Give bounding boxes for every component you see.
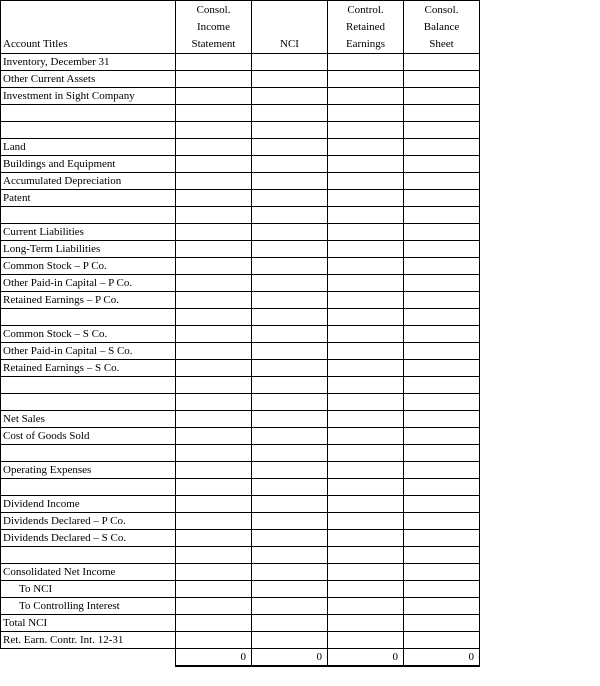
balance-sheet-cell[interactable] bbox=[404, 598, 480, 615]
income-statement-cell[interactable] bbox=[176, 241, 252, 258]
retained-earnings-cell[interactable] bbox=[328, 513, 404, 530]
table-row bbox=[1, 309, 480, 326]
income-statement-cell[interactable] bbox=[176, 513, 252, 530]
table-row bbox=[1, 326, 480, 343]
retained-earnings-cell[interactable] bbox=[328, 479, 404, 496]
account-title-cell: Dividends Declared – S Co. bbox=[1, 530, 176, 547]
income-statement-cell[interactable] bbox=[176, 326, 252, 343]
retained-earnings-cell[interactable] bbox=[328, 54, 404, 71]
account-title-cell: Consolidated Net Income bbox=[1, 564, 176, 581]
income-statement-cell[interactable] bbox=[176, 122, 252, 139]
nci-cell[interactable] bbox=[252, 377, 328, 394]
total-income-statement: 0 bbox=[176, 649, 252, 667]
table-row bbox=[1, 394, 480, 411]
balance-sheet-cell[interactable] bbox=[404, 360, 480, 377]
account-title-cell: Ret. Earn. Contr. Int. 12-31 bbox=[1, 632, 176, 649]
income-statement-cell[interactable] bbox=[176, 445, 252, 462]
income-statement-cell[interactable] bbox=[176, 479, 252, 496]
header-nci: NCI bbox=[252, 1, 328, 54]
nci-cell[interactable] bbox=[252, 258, 328, 275]
balance-sheet-cell[interactable] bbox=[404, 105, 480, 122]
balance-sheet-cell[interactable] bbox=[404, 54, 480, 71]
retained-earnings-cell[interactable] bbox=[328, 258, 404, 275]
nci-cell[interactable] bbox=[252, 173, 328, 190]
income-statement-cell[interactable] bbox=[176, 496, 252, 513]
balance-sheet-cell[interactable] bbox=[404, 122, 480, 139]
balance-sheet-cell[interactable] bbox=[404, 632, 480, 649]
retained-earnings-cell[interactable] bbox=[328, 377, 404, 394]
account-title-cell: Dividends Declared – P Co. bbox=[1, 513, 176, 530]
table-row bbox=[1, 88, 480, 105]
total-nci: 0 bbox=[252, 649, 328, 667]
table-row bbox=[1, 207, 480, 224]
table-row bbox=[1, 462, 480, 479]
account-title-cell: Land bbox=[1, 139, 176, 156]
income-statement-cell[interactable] bbox=[176, 173, 252, 190]
totals-row bbox=[1, 649, 480, 667]
income-statement-cell[interactable] bbox=[176, 139, 252, 156]
nci-cell[interactable] bbox=[252, 224, 328, 241]
table-row bbox=[1, 343, 480, 360]
income-statement-cell[interactable] bbox=[176, 360, 252, 377]
balance-sheet-cell[interactable] bbox=[404, 207, 480, 224]
nci-cell[interactable] bbox=[252, 122, 328, 139]
balance-sheet-cell[interactable] bbox=[404, 292, 480, 309]
retained-earnings-cell[interactable] bbox=[328, 173, 404, 190]
nci-cell[interactable] bbox=[252, 496, 328, 513]
account-title-cell bbox=[1, 207, 176, 224]
income-statement-cell[interactable] bbox=[176, 547, 252, 564]
account-title-cell bbox=[1, 394, 176, 411]
nci-cell[interactable] bbox=[252, 394, 328, 411]
retained-earnings-cell[interactable] bbox=[328, 496, 404, 513]
total-balance-sheet: 0 bbox=[404, 649, 480, 667]
retained-earnings-cell[interactable] bbox=[328, 632, 404, 649]
totals-label-cell bbox=[1, 649, 176, 667]
table-row bbox=[1, 54, 480, 71]
header-account-titles: Account Titles bbox=[1, 1, 176, 54]
retained-earnings-cell[interactable] bbox=[328, 292, 404, 309]
table-row bbox=[1, 173, 480, 190]
income-statement-cell[interactable] bbox=[176, 462, 252, 479]
account-title-cell: To NCI bbox=[1, 581, 176, 598]
retained-earnings-cell[interactable] bbox=[328, 326, 404, 343]
balance-sheet-cell[interactable] bbox=[404, 241, 480, 258]
header-row bbox=[1, 1, 480, 54]
header-consol-income-statement: Consol. Income Statement bbox=[176, 1, 252, 54]
table-row bbox=[1, 513, 480, 530]
table-row bbox=[1, 615, 480, 632]
account-title-cell: Operating Expenses bbox=[1, 462, 176, 479]
account-title-cell: Other Paid-in Capital – S Co. bbox=[1, 343, 176, 360]
retained-earnings-cell[interactable] bbox=[328, 530, 404, 547]
account-title-cell: Long-Term Liabilities bbox=[1, 241, 176, 258]
table-row bbox=[1, 428, 480, 445]
balance-sheet-cell[interactable] bbox=[404, 88, 480, 105]
balance-sheet-cell[interactable] bbox=[404, 581, 480, 598]
nci-cell[interactable] bbox=[252, 190, 328, 207]
table-row bbox=[1, 156, 480, 173]
retained-earnings-cell[interactable] bbox=[328, 394, 404, 411]
account-title-cell: Other Paid-in Capital – P Co. bbox=[1, 275, 176, 292]
nci-cell[interactable] bbox=[252, 445, 328, 462]
table-row bbox=[1, 224, 480, 241]
nci-cell[interactable] bbox=[252, 326, 328, 343]
account-title-cell: Cost of Goods Sold bbox=[1, 428, 176, 445]
balance-sheet-cell[interactable] bbox=[404, 445, 480, 462]
income-statement-cell[interactable] bbox=[176, 564, 252, 581]
income-statement-cell[interactable] bbox=[176, 207, 252, 224]
income-statement-cell[interactable] bbox=[176, 224, 252, 241]
table-row bbox=[1, 547, 480, 564]
income-statement-cell[interactable] bbox=[176, 615, 252, 632]
retained-earnings-cell[interactable] bbox=[328, 105, 404, 122]
account-title-cell: Accumulated Depreciation bbox=[1, 173, 176, 190]
income-statement-cell[interactable] bbox=[176, 428, 252, 445]
retained-earnings-cell[interactable] bbox=[328, 122, 404, 139]
income-statement-cell[interactable] bbox=[176, 394, 252, 411]
nci-cell[interactable] bbox=[252, 343, 328, 360]
balance-sheet-cell[interactable] bbox=[404, 496, 480, 513]
balance-sheet-cell[interactable] bbox=[404, 173, 480, 190]
retained-earnings-cell[interactable] bbox=[328, 360, 404, 377]
nci-cell[interactable] bbox=[252, 105, 328, 122]
retained-earnings-cell[interactable] bbox=[328, 445, 404, 462]
balance-sheet-cell[interactable] bbox=[404, 71, 480, 88]
retained-earnings-cell[interactable] bbox=[328, 241, 404, 258]
nci-cell[interactable] bbox=[252, 156, 328, 173]
account-title-cell bbox=[1, 547, 176, 564]
balance-sheet-cell[interactable] bbox=[404, 462, 480, 479]
income-statement-cell[interactable] bbox=[176, 275, 252, 292]
income-statement-cell[interactable] bbox=[176, 598, 252, 615]
retained-earnings-cell[interactable] bbox=[328, 275, 404, 292]
balance-sheet-cell[interactable] bbox=[404, 326, 480, 343]
account-title-cell: Dividend Income bbox=[1, 496, 176, 513]
nci-cell[interactable] bbox=[252, 547, 328, 564]
income-statement-cell[interactable] bbox=[176, 632, 252, 649]
account-title-cell: Total NCI bbox=[1, 615, 176, 632]
table-row bbox=[1, 377, 480, 394]
account-title-cell bbox=[1, 445, 176, 462]
retained-earnings-cell[interactable] bbox=[328, 428, 404, 445]
balance-sheet-cell[interactable] bbox=[404, 275, 480, 292]
nci-cell[interactable] bbox=[252, 479, 328, 496]
table-row bbox=[1, 598, 480, 615]
nci-cell[interactable] bbox=[252, 513, 328, 530]
nci-cell[interactable] bbox=[252, 275, 328, 292]
retained-earnings-cell[interactable] bbox=[328, 71, 404, 88]
table-row bbox=[1, 445, 480, 462]
retained-earnings-cell[interactable] bbox=[328, 156, 404, 173]
account-title-cell bbox=[1, 105, 176, 122]
nci-cell[interactable] bbox=[252, 462, 328, 479]
income-statement-cell[interactable] bbox=[176, 156, 252, 173]
nci-cell[interactable] bbox=[252, 88, 328, 105]
retained-earnings-cell[interactable] bbox=[328, 190, 404, 207]
nci-cell[interactable] bbox=[252, 71, 328, 88]
account-title-cell: Inventory, December 31 bbox=[1, 54, 176, 71]
balance-sheet-cell[interactable] bbox=[404, 411, 480, 428]
retained-earnings-cell[interactable] bbox=[328, 343, 404, 360]
nci-cell[interactable] bbox=[252, 581, 328, 598]
nci-cell[interactable] bbox=[252, 615, 328, 632]
balance-sheet-cell[interactable] bbox=[404, 258, 480, 275]
retained-earnings-cell[interactable] bbox=[328, 88, 404, 105]
table-row bbox=[1, 139, 480, 156]
balance-sheet-cell[interactable] bbox=[404, 309, 480, 326]
balance-sheet-cell[interactable] bbox=[404, 394, 480, 411]
account-title-cell: Current Liabilities bbox=[1, 224, 176, 241]
retained-earnings-cell[interactable] bbox=[328, 615, 404, 632]
nci-cell[interactable] bbox=[252, 411, 328, 428]
retained-earnings-cell[interactable] bbox=[328, 564, 404, 581]
table-row bbox=[1, 360, 480, 377]
table-row bbox=[1, 241, 480, 258]
account-title-cell: Investment in Sight Company bbox=[1, 88, 176, 105]
balance-sheet-cell[interactable] bbox=[404, 139, 480, 156]
table-row bbox=[1, 564, 480, 581]
balance-sheet-cell[interactable] bbox=[404, 615, 480, 632]
balance-sheet-cell[interactable] bbox=[404, 530, 480, 547]
income-statement-cell[interactable] bbox=[176, 377, 252, 394]
account-title-cell: Common Stock – P Co. bbox=[1, 258, 176, 275]
nci-cell[interactable] bbox=[252, 598, 328, 615]
retained-earnings-cell[interactable] bbox=[328, 581, 404, 598]
balance-sheet-cell[interactable] bbox=[404, 547, 480, 564]
table-row bbox=[1, 479, 480, 496]
income-statement-cell[interactable] bbox=[176, 105, 252, 122]
table-row bbox=[1, 275, 480, 292]
income-statement-cell[interactable] bbox=[176, 530, 252, 547]
balance-sheet-cell[interactable] bbox=[404, 343, 480, 360]
nci-cell[interactable] bbox=[252, 207, 328, 224]
table-row bbox=[1, 292, 480, 309]
balance-sheet-cell[interactable] bbox=[404, 479, 480, 496]
retained-earnings-cell[interactable] bbox=[328, 462, 404, 479]
income-statement-cell[interactable] bbox=[176, 88, 252, 105]
balance-sheet-cell[interactable] bbox=[404, 224, 480, 241]
table-row bbox=[1, 122, 480, 139]
account-title-cell: Net Sales bbox=[1, 411, 176, 428]
nci-cell[interactable] bbox=[252, 564, 328, 581]
balance-sheet-cell[interactable] bbox=[404, 428, 480, 445]
account-title-cell bbox=[1, 479, 176, 496]
nci-cell[interactable] bbox=[252, 360, 328, 377]
table-row bbox=[1, 190, 480, 207]
retained-earnings-cell[interactable] bbox=[328, 547, 404, 564]
header-consol-balance-sheet: Consol. Balance Sheet bbox=[404, 1, 480, 54]
nci-cell[interactable] bbox=[252, 139, 328, 156]
table-row bbox=[1, 632, 480, 649]
account-title-cell bbox=[1, 377, 176, 394]
nci-cell[interactable] bbox=[252, 632, 328, 649]
account-title-cell: Retained Earnings – S Co. bbox=[1, 360, 176, 377]
account-title-cell bbox=[1, 309, 176, 326]
income-statement-cell[interactable] bbox=[176, 258, 252, 275]
income-statement-cell[interactable] bbox=[176, 411, 252, 428]
table-row bbox=[1, 496, 480, 513]
account-title-cell: Patent bbox=[1, 190, 176, 207]
table-row bbox=[1, 530, 480, 547]
income-statement-cell[interactable] bbox=[176, 54, 252, 71]
balance-sheet-cell[interactable] bbox=[404, 564, 480, 581]
table-row bbox=[1, 411, 480, 428]
income-statement-cell[interactable] bbox=[176, 343, 252, 360]
nci-cell[interactable] bbox=[252, 530, 328, 547]
retained-earnings-cell[interactable] bbox=[328, 411, 404, 428]
table-row bbox=[1, 581, 480, 598]
retained-earnings-cell[interactable] bbox=[328, 309, 404, 326]
nci-cell[interactable] bbox=[252, 54, 328, 71]
table-row bbox=[1, 258, 480, 275]
account-title-cell: Other Current Assets bbox=[1, 71, 176, 88]
nci-cell[interactable] bbox=[252, 292, 328, 309]
income-statement-cell[interactable] bbox=[176, 309, 252, 326]
income-statement-cell[interactable] bbox=[176, 292, 252, 309]
table-row bbox=[1, 71, 480, 88]
nci-cell[interactable] bbox=[252, 241, 328, 258]
header-control-retained-earnings: Control. Retained Earnings bbox=[328, 1, 404, 54]
balance-sheet-cell[interactable] bbox=[404, 156, 480, 173]
account-title-cell: Buildings and Equipment bbox=[1, 156, 176, 173]
table-row bbox=[1, 105, 480, 122]
retained-earnings-cell[interactable] bbox=[328, 224, 404, 241]
retained-earnings-cell[interactable] bbox=[328, 598, 404, 615]
account-title-cell: To Controlling Interest bbox=[1, 598, 176, 615]
account-title-cell: Retained Earnings – P Co. bbox=[1, 292, 176, 309]
income-statement-cell[interactable] bbox=[176, 190, 252, 207]
balance-sheet-cell[interactable] bbox=[404, 513, 480, 530]
balance-sheet-cell[interactable] bbox=[404, 190, 480, 207]
balance-sheet-cell[interactable] bbox=[404, 377, 480, 394]
income-statement-cell[interactable] bbox=[176, 581, 252, 598]
retained-earnings-cell[interactable] bbox=[328, 139, 404, 156]
account-title-cell bbox=[1, 122, 176, 139]
retained-earnings-cell[interactable] bbox=[328, 207, 404, 224]
total-retained-earnings: 0 bbox=[328, 649, 404, 667]
account-title-cell: Common Stock – S Co. bbox=[1, 326, 176, 343]
nci-cell[interactable] bbox=[252, 309, 328, 326]
nci-cell[interactable] bbox=[252, 428, 328, 445]
income-statement-cell[interactable] bbox=[176, 71, 252, 88]
